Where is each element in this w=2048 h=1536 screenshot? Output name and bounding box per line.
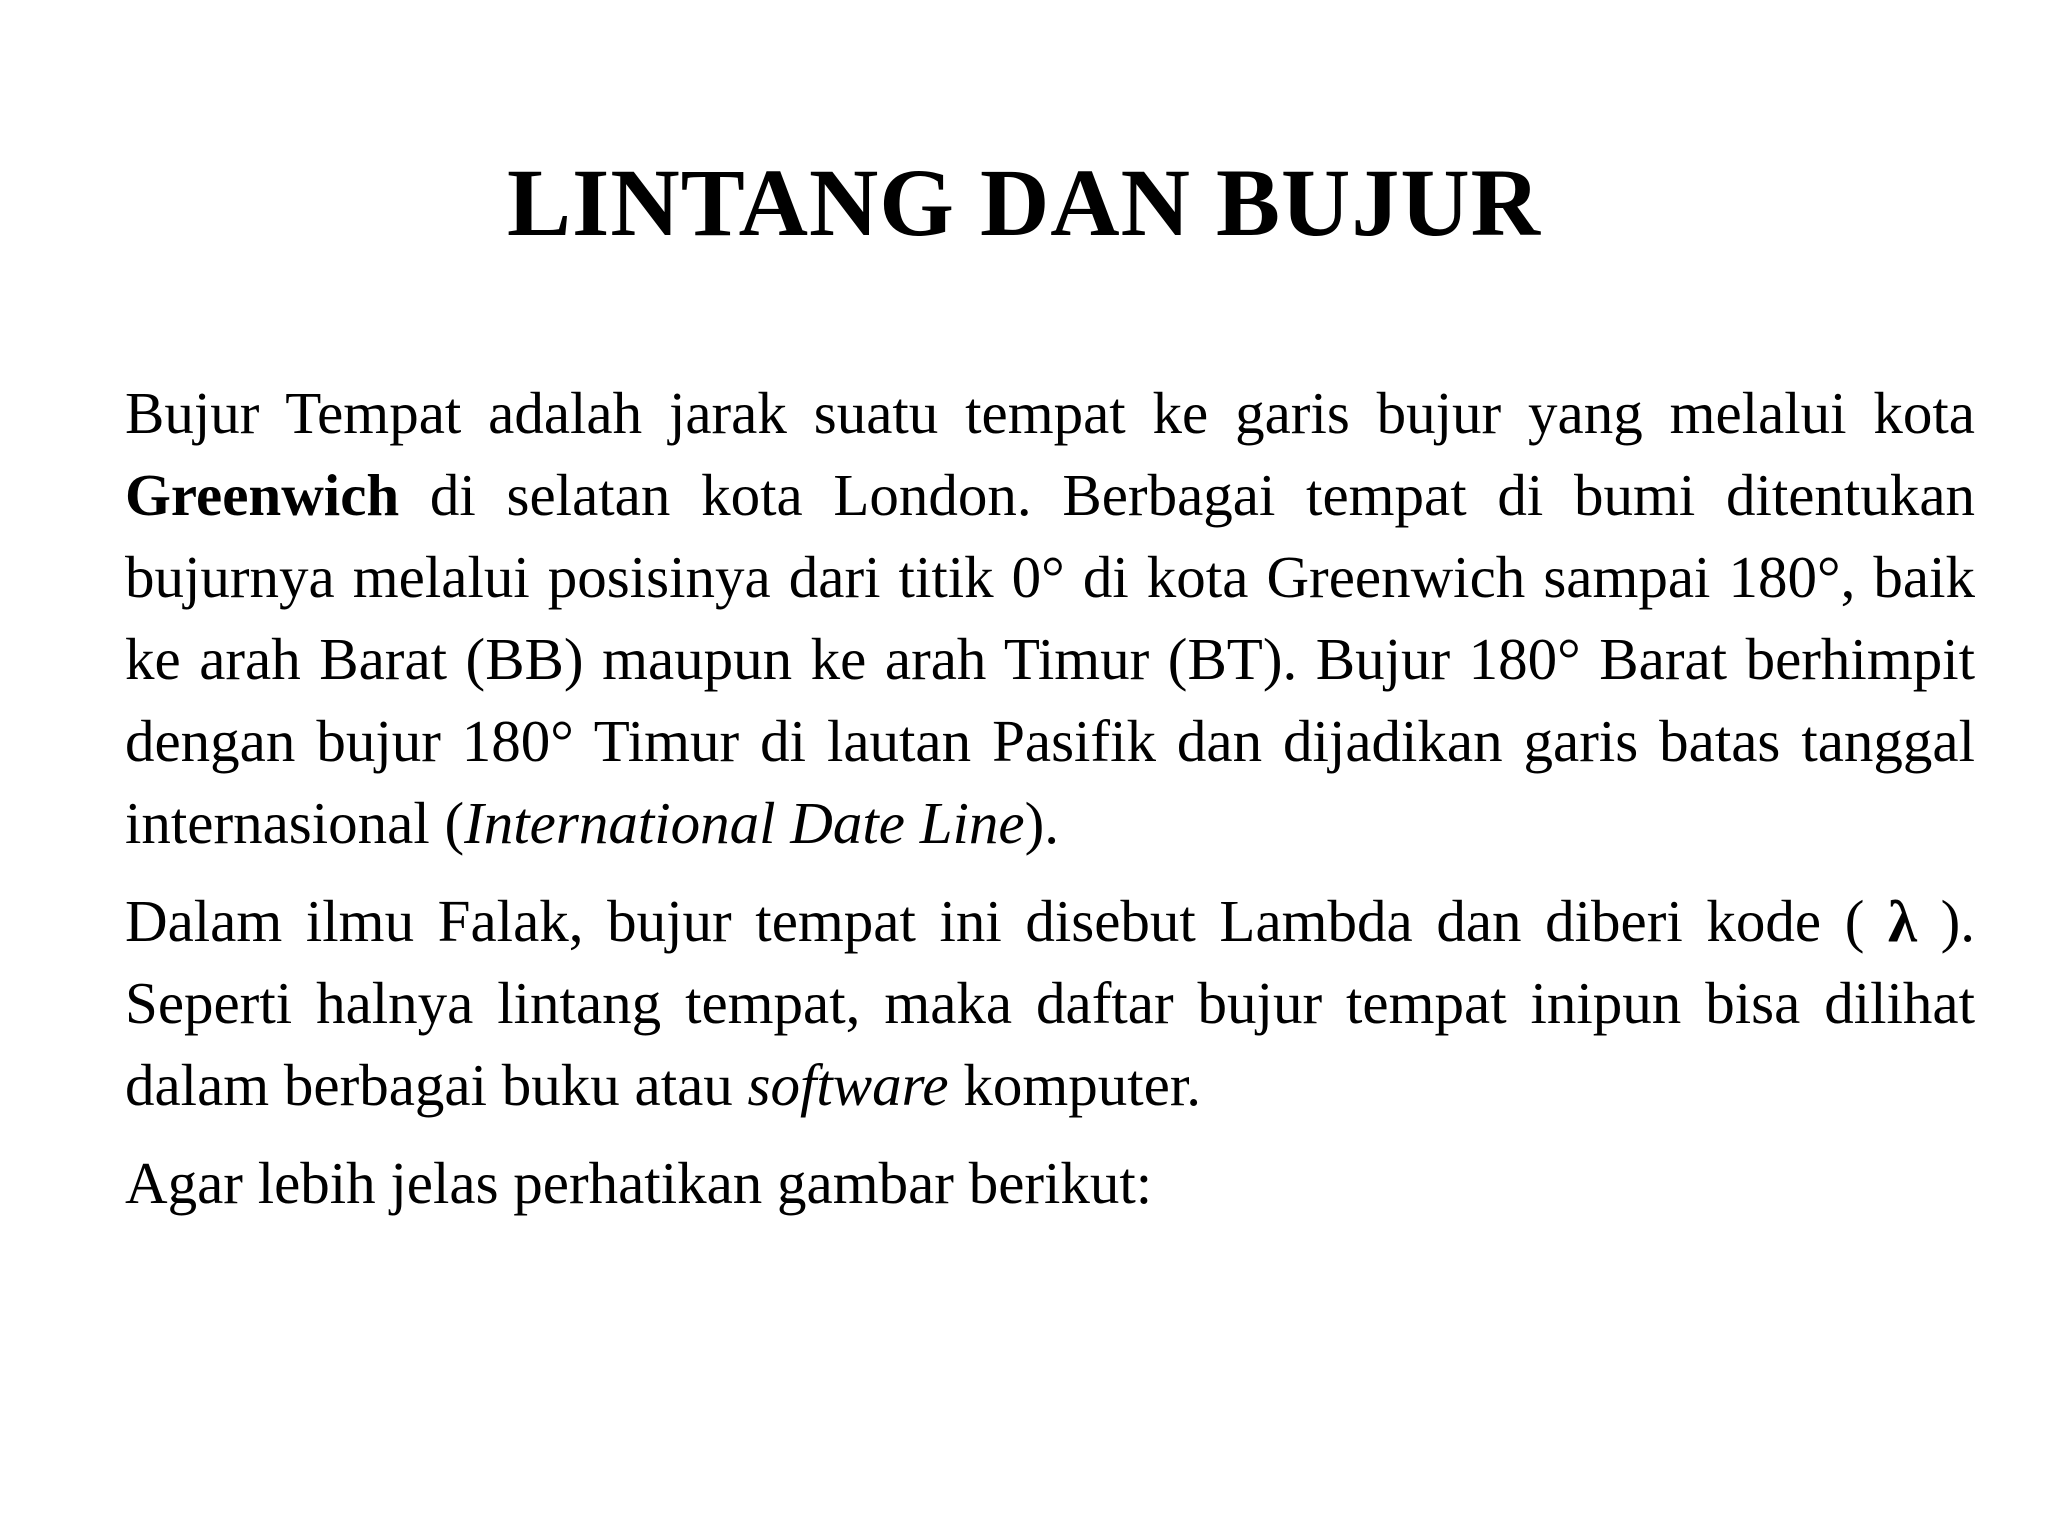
paragraph-text: Bujur Tempat adalah jarak suatu tempat ke garis bujur yang melalui kota — [125, 380, 1975, 446]
slide-body — [125, 372, 1975, 1240]
paragraph-text: di selatan kota London. Berbagai tempat di bumi ditentukan bujurnya melalui posisinya dari titik 0° di kota Greenwich sampai 180°, baik ke arah Barat (BB) maupun ke arah Timur (BT). Bujur 180° Barat berhimpit dengan bujur 180° Timur di lautan Pasifik dan dijadikan garis batas tanggal internasional ( — [125, 462, 1975, 856]
italic-term-software: software — [747, 1052, 949, 1118]
italic-term-international-date-line: International Date Line — [464, 790, 1025, 856]
paragraph-lambda — [125, 880, 1975, 1126]
slide-title: LINTANG DAN BUJUR — [507, 149, 1541, 256]
paragraph-bujur-tempat — [125, 372, 1975, 864]
paragraph-text: ). — [1024, 790, 1059, 856]
bold-term-greenwich: Greenwich — [125, 462, 400, 528]
paragraph-text: komputer. — [948, 1052, 1201, 1118]
paragraph-figure-intro: Agar lebih jelas perhatikan gambar berikut: — [125, 1150, 1153, 1216]
paragraph-text: ). Seperti halnya lintang tempat, maka daftar bujur tempat inipun bisa dilihat dalam berbagai buku atau — [125, 888, 1975, 1118]
paragraph-text: Dalam ilmu Falak, bujur tempat ini disebut Lambda dan diberi kode ( — [125, 888, 1888, 954]
lambda-symbol: λ — [1887, 888, 1917, 954]
